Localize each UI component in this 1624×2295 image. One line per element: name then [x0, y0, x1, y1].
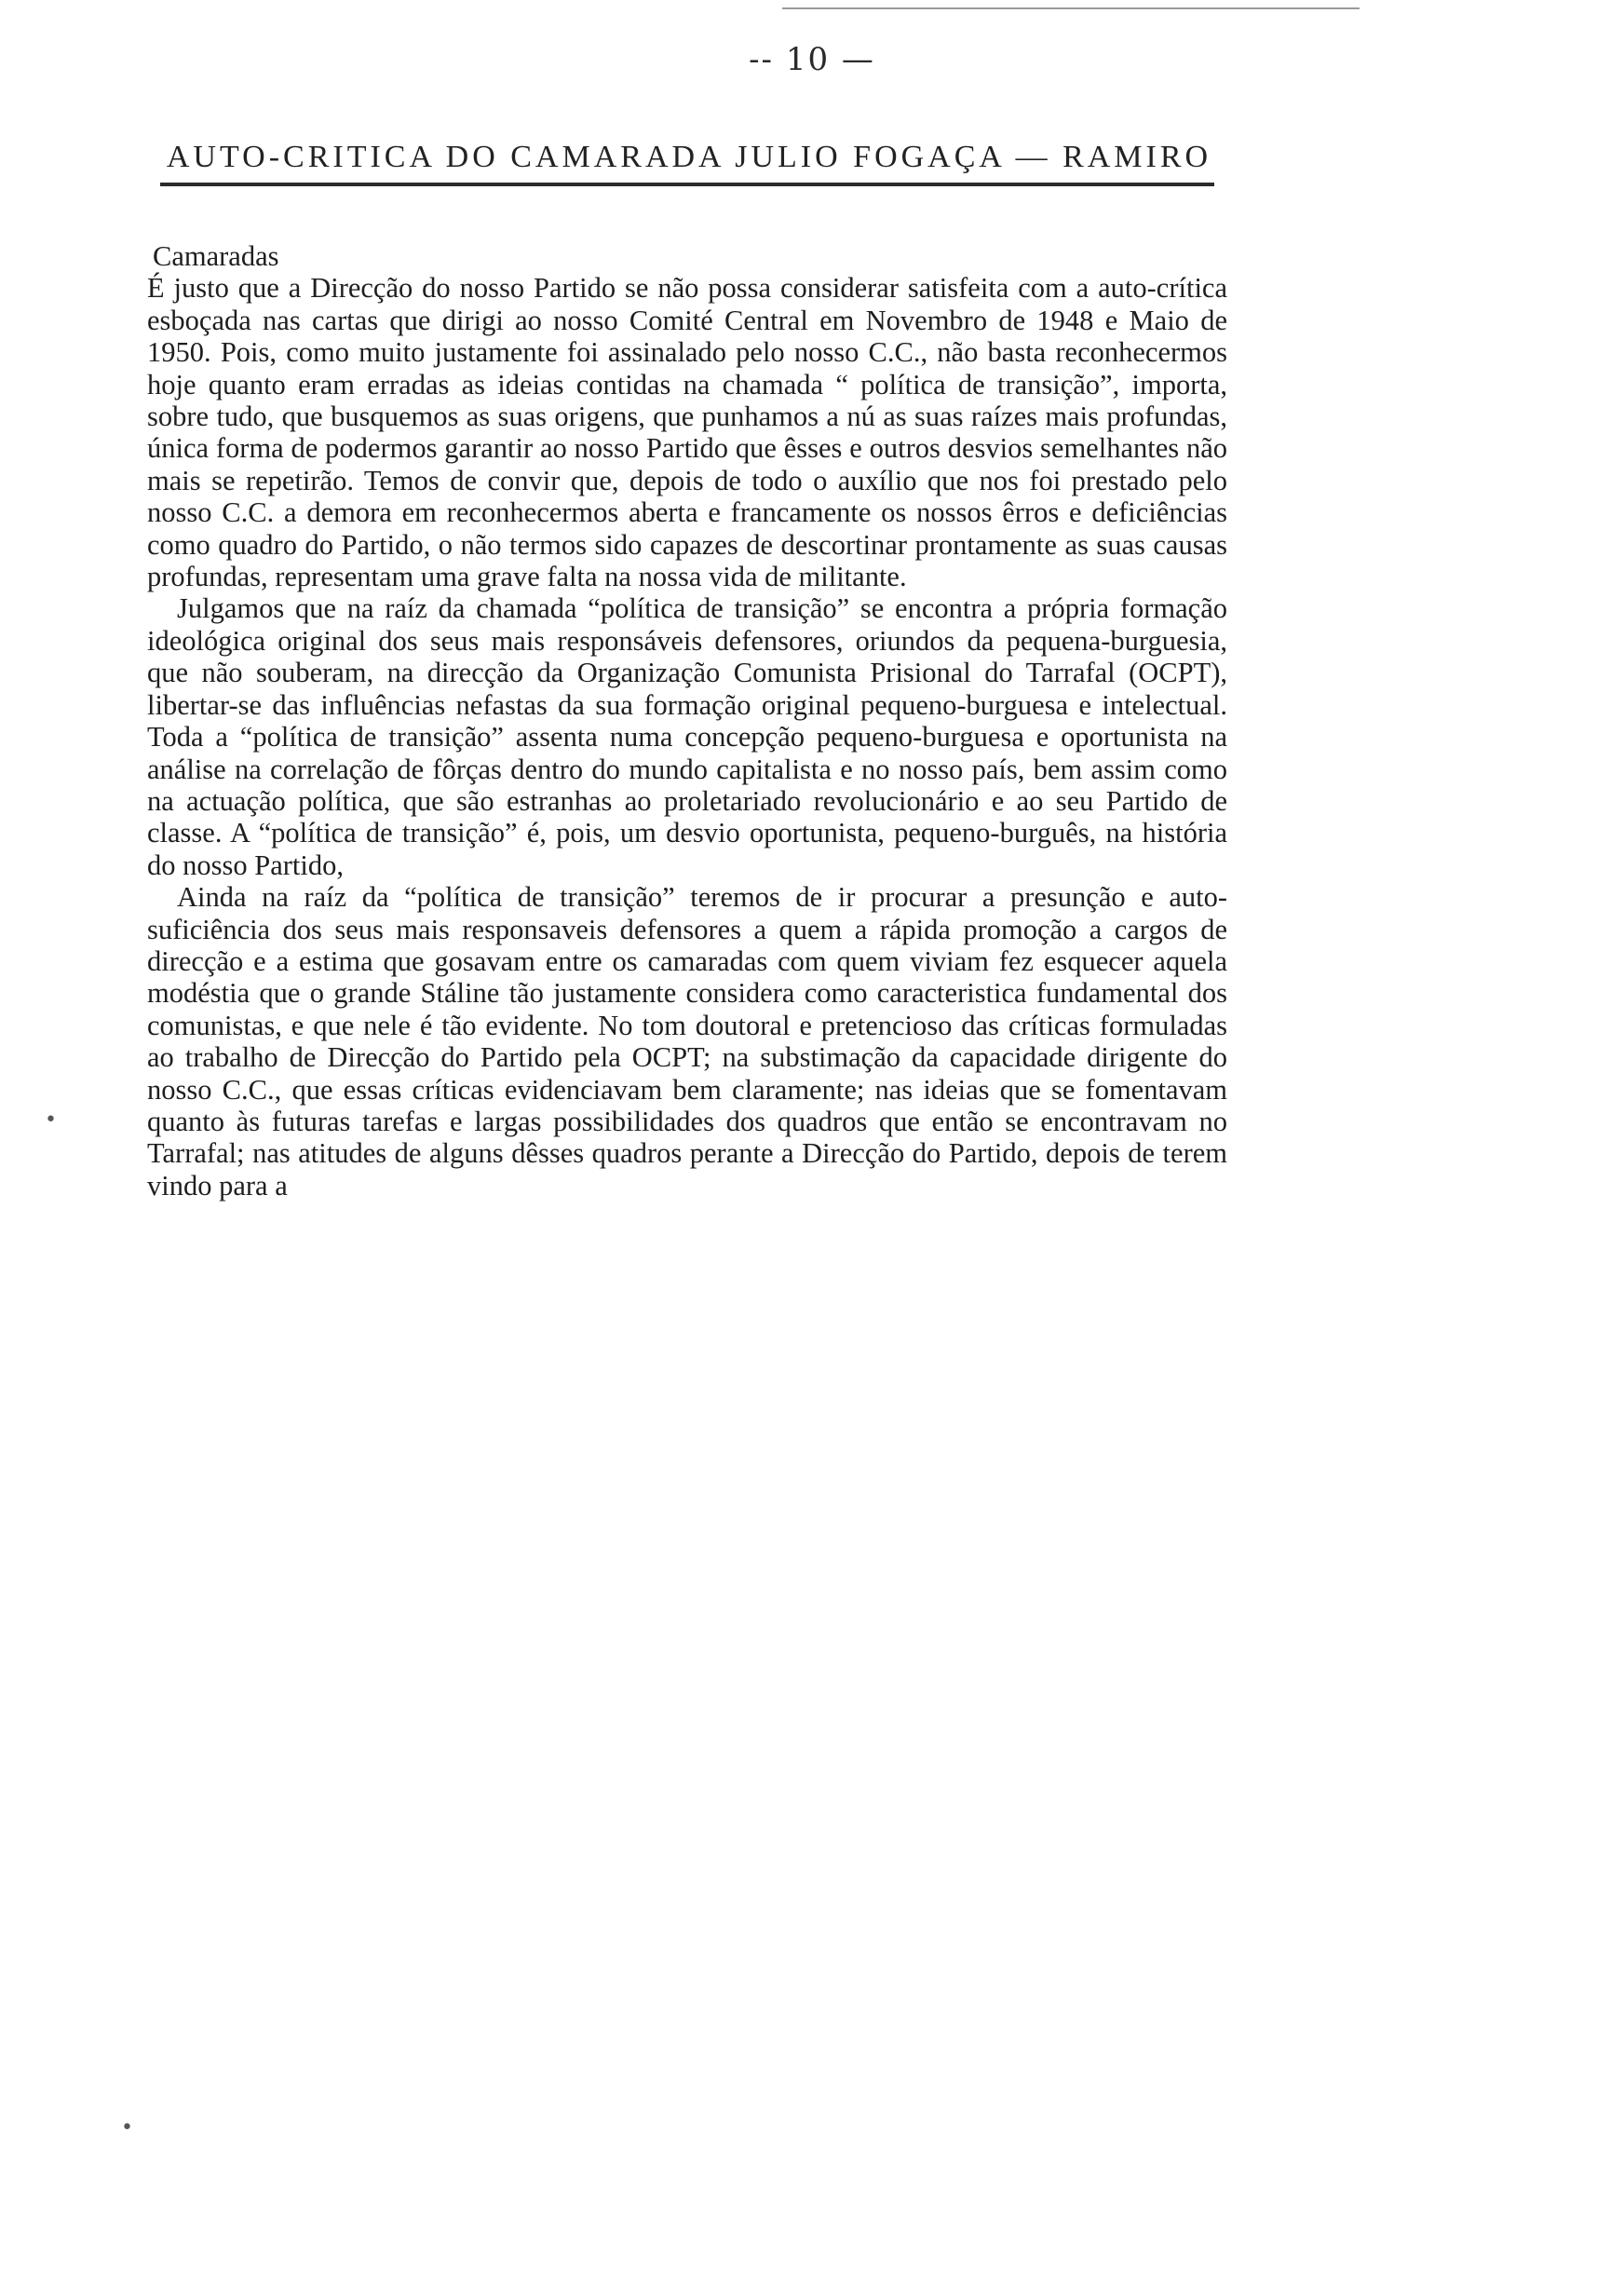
title-underline	[160, 183, 1214, 186]
document-title: AUTO-CRITICA DO CAMARADA JULIO FOGAÇA — RAMIRO	[166, 140, 1212, 174]
paragraph-3: Ainda na raíz da “política de transição” teremos de ir procurar a presunção e auto-suficiência dos seus mais responsaveis defensores a quem a rápida promoção a cargos de direcção e a estima que gosavam entre os camaradas com quem viviam fez esquecer aquela modéstia que o grande Stáline tão justamente considera como caracteristica fundamental dos comunistas, e que nele é tão evidente. No tom doutoral e pretencioso das críticas formuladas ao trabalho de Direcção do Partido pela OCPT; na substimação da capacidade dirigente do nosso C.C., que essas críticas evidenciavam bem claramente; nas ideias que se fomentavam quanto às futuras tarefas e largas possibilidades dos quadros que então se encontravam no Tarrafal; nas atitudes de alguns dêsses quadros perante a Direcção do Partido, depois de terem vindo para a	[147, 881, 1227, 1202]
top-edge-rule	[782, 7, 1360, 9]
margin-speck: •	[121, 2116, 133, 2139]
letter-body	[147, 240, 1227, 1202]
salutation: Camaradas	[153, 240, 279, 272]
page-number: -- 10 —	[749, 41, 875, 78]
paragraph-1: É justo que a Direcção do nosso Partido se não possa considerar satisfeita com a auto-crítica esboçada nas cartas que dirigi ao nosso Comité Central em Novembro de 1948 e Maio de 1950. Pois, como muito justamente foi assinalado pelo nosso C.C., não basta reconhecermos hoje quanto eram erradas as ideias contidas na chamada “ política de transição”, importa, sobre tudo, que busquemos as suas origens, que punhamos a nú as suas raízes mais profundas, única forma de podermos garantir ao nosso Partido que êsses e outros desvios semelhantes não mais se repetirão. Temos de convir que, depois de todo o auxílio que nos foi prestado pelo nosso C.C. a demora em reconhecermos aberta e francamente os nossos êrros e deficiências como quadro do Partido, o não termos sido capazes de descortinar prontamente as suas causas profundas, representam uma grave falta na nossa vida de militante.	[147, 272, 1227, 593]
margin-speck: •	[45, 1108, 57, 1132]
paragraph-2: Julgamos que na raíz da chamada “política de transição” se encontra a própria formação ideológica original dos seus mais responsáveis defensores, oriundos da pequena-burguesia, que não souberam, na direcção da Organização Comunista Prisional do Tarrafal (OCPT), libertar-se das influências nefastas da sua formação original pequeno-burguesa e intelectual. Toda a “política de transição” assenta numa concepção pequeno-burguesa e oportunista na análise na correlação de fôrças dentro do mundo capitalista e no nosso país, bem assim como na actuação política, que são estranhas ao proletariado revolucionário e ao seu Partido de classe. A “política de transição” é, pois, um desvio oportunista, pequeno-burguês, na história do nosso Partido,	[147, 592, 1227, 881]
